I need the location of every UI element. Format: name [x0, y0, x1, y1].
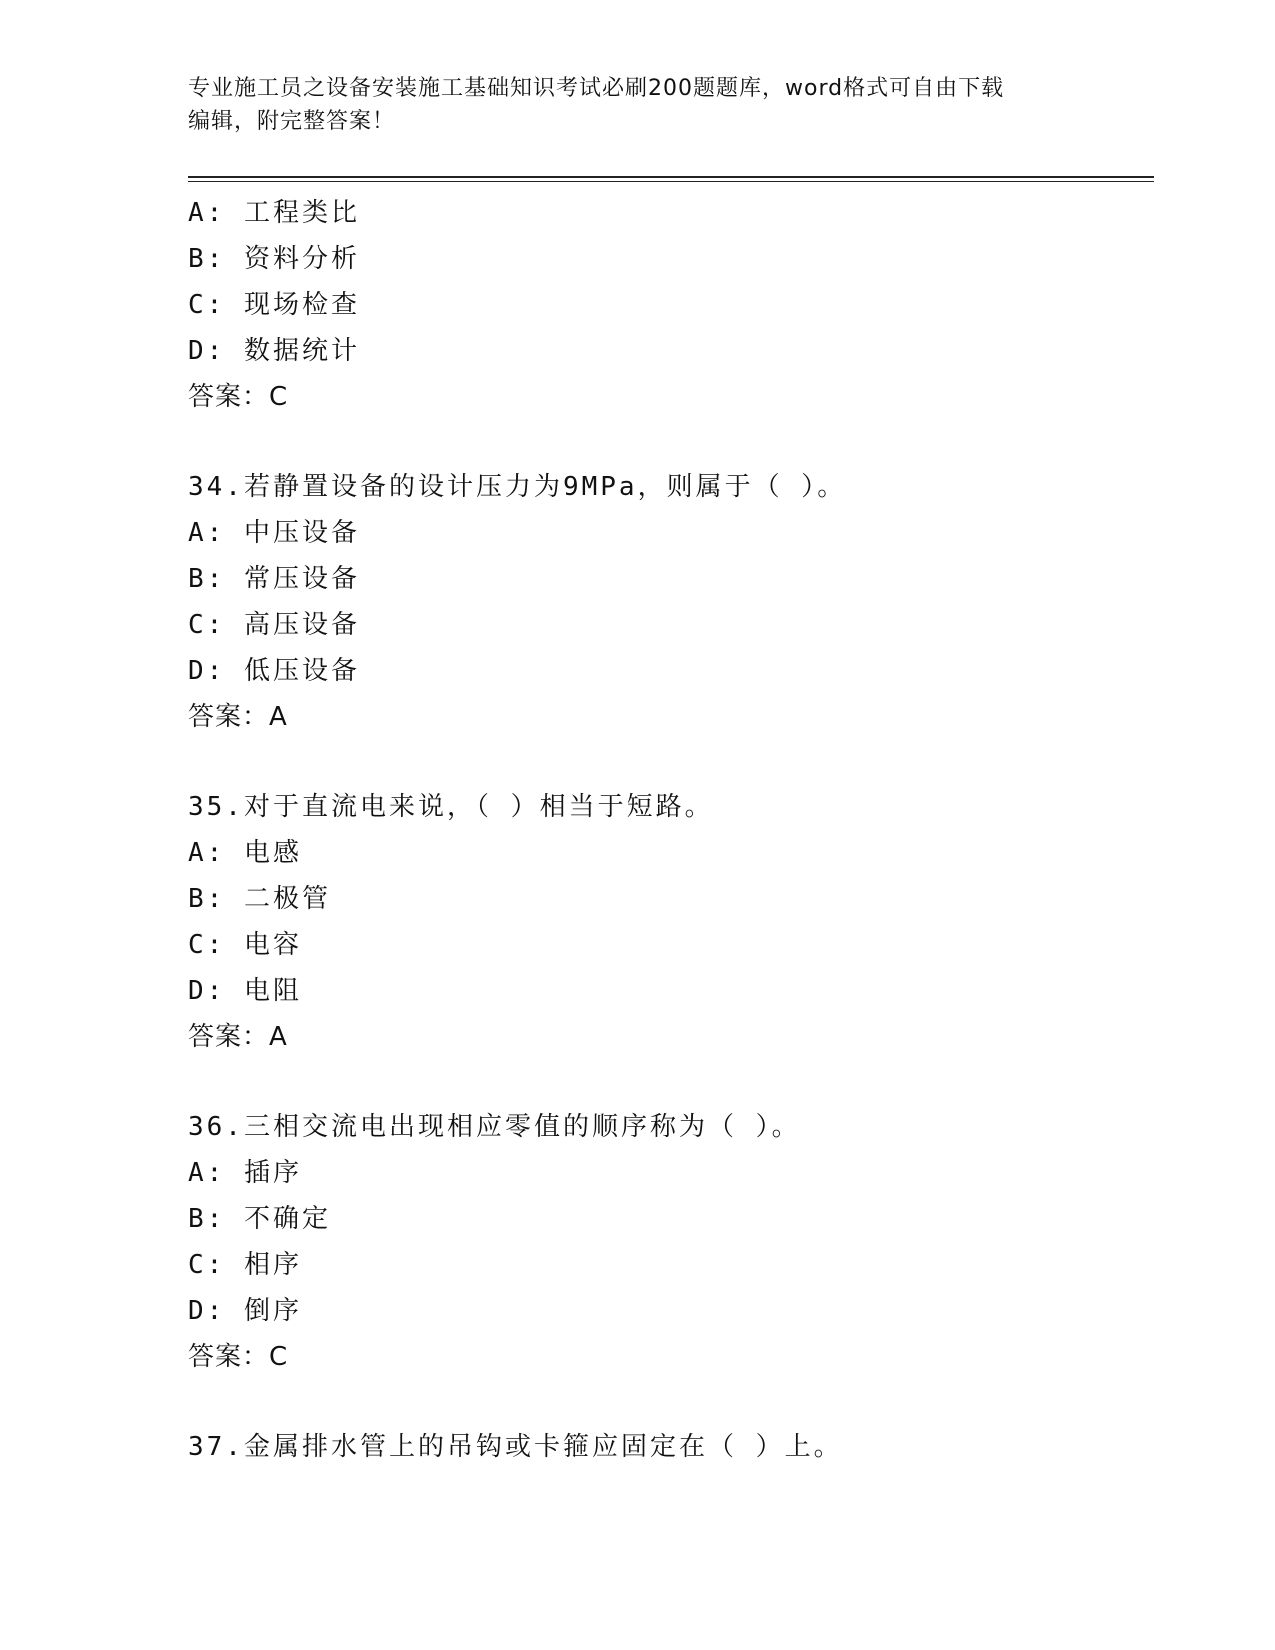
option-a: A: 中压设备 — [188, 518, 360, 548]
option-d: D: 数据统计 — [188, 336, 360, 366]
option-c: C: 现场检查 — [188, 290, 360, 320]
answer: 答案：C — [188, 1342, 289, 1372]
option-b: B: 二极管 — [188, 884, 331, 914]
question-title: 37.金属排水管上的吊钩或卡箍应固定在（ ）上。 — [188, 1432, 843, 1462]
option-c: C: 电容 — [188, 930, 302, 960]
header-line-2: 编辑，附完整答案！ — [188, 109, 396, 134]
question-34 — [188, 464, 1148, 740]
question-title: 34.若静置设备的设计压力为9MPa，则属于（ ）。 — [188, 472, 847, 502]
answer: 答案：C — [188, 382, 289, 412]
option-a: A: 工程类比 — [188, 198, 360, 228]
header-divider-top — [188, 176, 1154, 178]
question-title: 36.三相交流电出现相应零值的顺序称为（ ）。 — [188, 1112, 801, 1142]
document-header — [188, 72, 1088, 138]
option-d: D: 电阻 — [188, 976, 302, 1006]
question-list — [188, 190, 1148, 1470]
question-title: 35.对于直流电来说，（ ）相当于短路。 — [188, 792, 714, 822]
option-d: D: 低压设备 — [188, 656, 360, 686]
option-a: A: 电感 — [188, 838, 302, 868]
option-d: D: 倒序 — [188, 1296, 302, 1326]
header-divider-bottom — [188, 181, 1154, 182]
option-c: C: 高压设备 — [188, 610, 360, 640]
answer: 答案：A — [188, 1022, 288, 1052]
option-b: B: 常压设备 — [188, 564, 360, 594]
question-33 — [188, 190, 1148, 420]
option-c: C: 相序 — [188, 1250, 302, 1280]
option-b: B: 不确定 — [188, 1204, 331, 1234]
answer: 答案：A — [188, 702, 288, 732]
question-35 — [188, 784, 1148, 1060]
spacer — [188, 420, 1148, 464]
spacer — [188, 1060, 1148, 1104]
spacer — [188, 740, 1148, 784]
question-37 — [188, 1424, 1148, 1470]
option-b: B: 资料分析 — [188, 244, 360, 274]
header-line-1: 专业施工员之设备安装施工基础知识考试必刷200题题库，word格式可自由下载 — [188, 76, 1005, 101]
option-a: A: 插序 — [188, 1158, 302, 1188]
question-36 — [188, 1104, 1148, 1380]
spacer — [188, 1380, 1148, 1424]
